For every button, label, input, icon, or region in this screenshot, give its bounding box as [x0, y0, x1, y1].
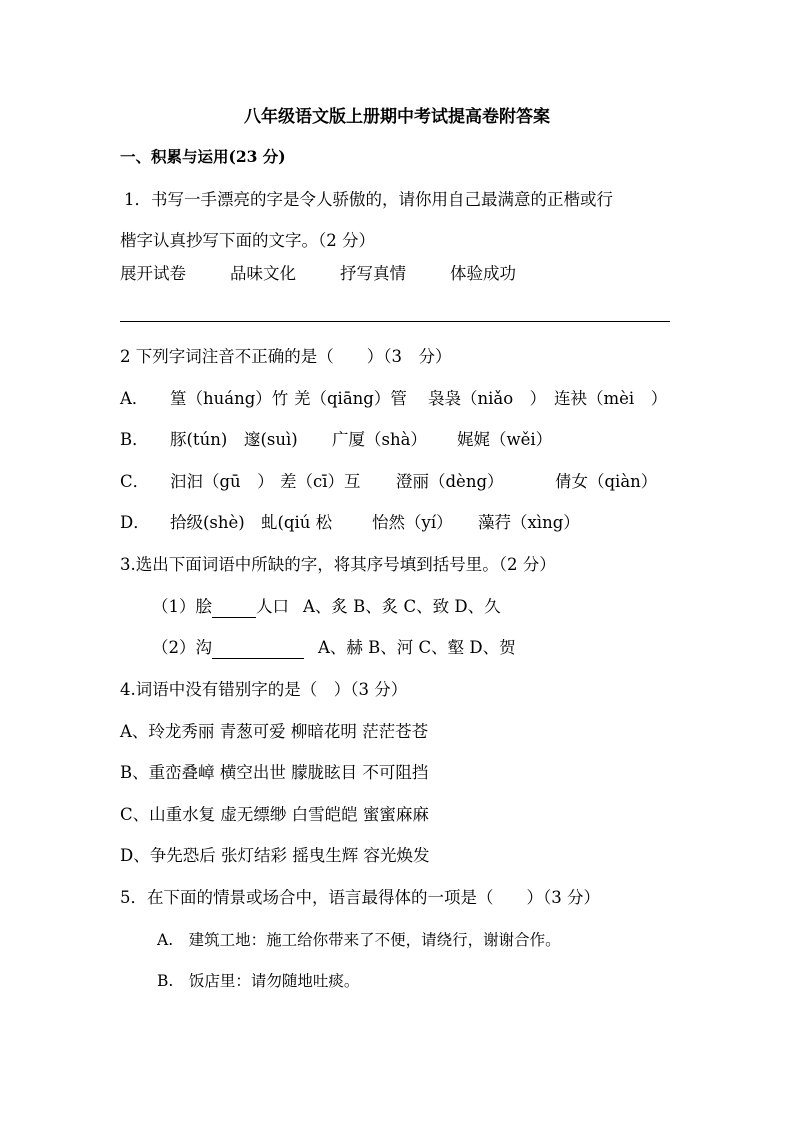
q5-option-a: A. 建筑工地：施工给你带来了不便，请绕行，谢谢合作。 [157, 931, 561, 949]
q4-stem: 4.词语中没有错别字的是（ ）（3 分） [120, 680, 408, 699]
page-title: 八年级语文版上册期中考试提高卷附答案 [244, 107, 550, 127]
section-heading: 一、积累与运用(23 分) [120, 147, 286, 166]
q3-item-2: （2）沟 A、赫 B、河 C、壑 D、贺 [152, 638, 516, 657]
q5-stem: 5．在下面的情景或场合中，语言最得体的一项是（ ）（3 分） [120, 888, 600, 907]
writing-line[interactable] [120, 321, 670, 322]
q3-stem: 3.选出下面词语中所缺的字，将其序号填到括号里。（2 分） [120, 555, 556, 574]
q2-option-d: D． 拾级(shè) 虬(qiú 松 怡然（yí） 藻荇（xìng） [120, 513, 580, 532]
q4-option-b: B、重峦叠嶂 横空出世 朦胧眩目 不可阻挡 [120, 763, 429, 782]
word-3: 抒写真情 [340, 264, 406, 283]
q4-option-c: C、山重水复 虚无缥缈 白雪皑皑 蜜蜜麻麻 [120, 805, 429, 824]
blank-1[interactable] [212, 599, 256, 618]
word-2: 品味文化 [230, 264, 296, 283]
q5-option-b: B. 饭店里：请勿随地吐痰。 [157, 972, 360, 990]
q1-line2: 楷字认真抄写下面的文字。（2 分） [120, 231, 375, 250]
q2-option-b: B． 豚(tún) 邃(suì) 广厦（shà） 娓娓（wěi） [120, 430, 553, 449]
blank-2[interactable] [212, 640, 304, 659]
q4-option-a: A、玲龙秀丽 青葱可爱 柳暗花明 茫茫苍苍 [120, 722, 429, 741]
q1-words [120, 263, 560, 285]
q2-stem: 2 下列字词注音不正确的是（ ）（3 分） [120, 347, 452, 366]
q1-line1: 1．书写一手漂亮的字是令人骄傲的，请你用自己最满意的正楷或行 [124, 190, 613, 209]
q4-option-d: D、争先恐后 张灯结彩 摇曳生辉 容光焕发 [120, 846, 430, 865]
q2-option-a: A． 篁（huáng）竹 羌（qiāng）管 袅袅（niǎo ） 连袂（mèi ） [120, 389, 668, 408]
word-1: 展开试卷 [120, 264, 186, 283]
q3-item-1: （1）脍 人口 A、炙 B、炙 C、致 D、久 [152, 597, 501, 616]
q2-option-c: C． 汩汩（gū ） 差（cī）互 澄丽（dèng） 倩女（qiàn） [120, 472, 658, 491]
word-4: 体验成功 [450, 264, 516, 283]
